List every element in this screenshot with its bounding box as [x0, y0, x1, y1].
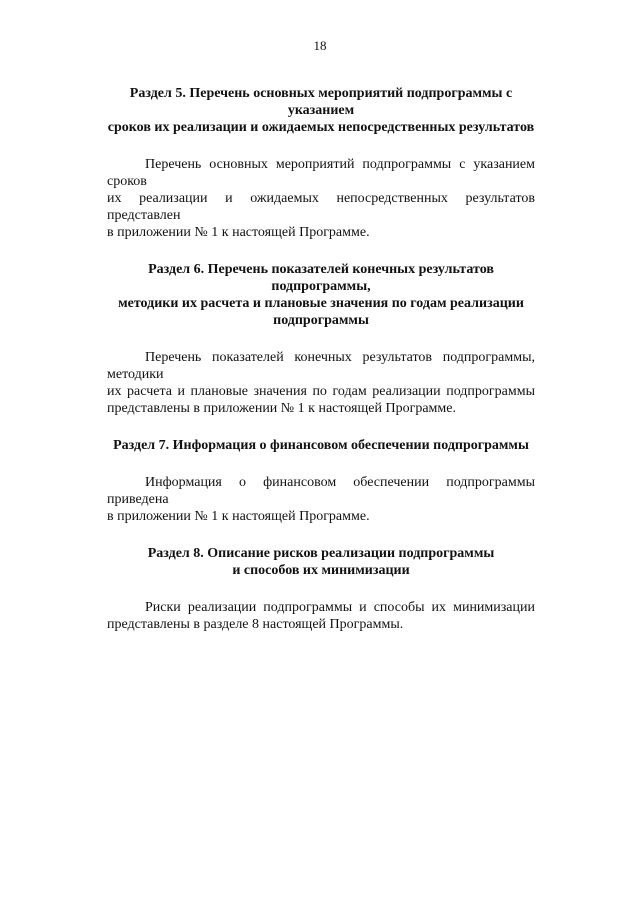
section-6-paragraph-line: их расчета и плановые значения по годам реализации подпрограммы: [107, 384, 535, 399]
section-8-heading-line: Раздел 8. Описание рисков реализации подпрограммы: [147, 546, 495, 561]
section-6-heading-line: методики их расчета и плановые значения по годам реализации: [118, 296, 524, 311]
section-7: [107, 437, 535, 525]
section-6-heading: [107, 261, 535, 329]
section-6: [107, 261, 535, 417]
section-6-paragraph-line: представлены в приложении № 1 к настоящей Программе.: [107, 401, 456, 416]
document-body: [107, 85, 535, 633]
section-7-heading-line: Раздел 7. Информация о финансовом обеспечении подпрограммы: [113, 438, 529, 453]
section-5-heading: [107, 85, 535, 136]
section-5-paragraph-line: их реализации и ожидаемых непосредственных результатов представлен: [107, 191, 535, 223]
section-7-paragraph-line: в приложении № 1 к настоящей Программе.: [107, 509, 370, 524]
section-8-heading-line: и способов их минимизации: [232, 563, 410, 578]
page-number: 18: [313, 38, 327, 53]
section-6-heading-line: Раздел 6. Перечень показателей конечных результатов подпрограммы,: [148, 262, 494, 294]
section-5-paragraph-line: Перечень основных мероприятий подпрограммы с указанием сроков: [107, 157, 535, 189]
section-5-heading-line: сроков их реализации и ожидаемых непосредственных результатов: [107, 120, 535, 135]
section-5: [107, 85, 535, 241]
section-5-paragraph-line: в приложении № 1 к настоящей Программе.: [107, 225, 370, 240]
section-7-heading: [107, 437, 535, 454]
section-5-heading-line: Раздел 5. Перечень основных мероприятий подпрограммы с указанием: [129, 86, 513, 118]
section-8: [107, 545, 535, 633]
section-6-paragraph-line: Перечень показателей конечных результатов подпрограммы, методики: [107, 350, 535, 382]
section-8-paragraph-line: представлены в разделе 8 настоящей Программы.: [107, 617, 404, 632]
section-8-paragraph: [107, 599, 535, 633]
section-8-heading: [107, 545, 535, 579]
section-7-paragraph: [107, 474, 535, 525]
section-6-paragraph: [107, 349, 535, 417]
section-6-heading-line: подпрограммы: [273, 313, 369, 328]
section-8-paragraph-line: Риски реализации подпрограммы и способы их минимизации: [145, 600, 535, 615]
section-7-paragraph-line: Информация о финансовом обеспечении подпрограммы приведена: [107, 475, 535, 507]
section-5-paragraph: [107, 156, 535, 241]
